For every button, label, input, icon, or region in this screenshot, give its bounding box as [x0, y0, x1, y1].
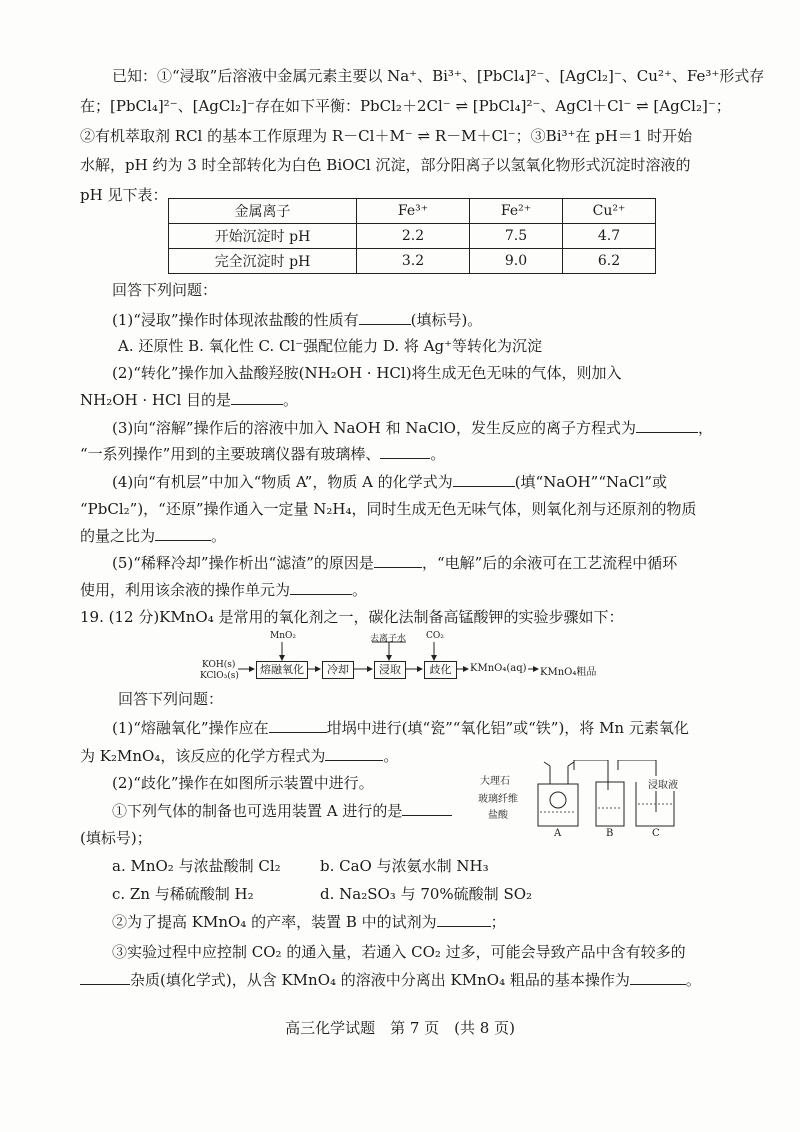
flow-add-water: 去离子水 [370, 634, 407, 644]
flow-step-cooling: 冷却 [322, 661, 354, 679]
table-cell: 7.5 [470, 224, 563, 249]
table-header: 金属离子 [169, 199, 357, 224]
answer-blank[interactable] [453, 472, 515, 487]
table-cell: 2.2 [357, 224, 470, 249]
label-leach-liquid: 浸取液 [648, 776, 678, 791]
label-a: A [554, 828, 562, 839]
answer-prompt-2: 回答下列问题： [118, 690, 224, 708]
q2-end: 。 [283, 391, 299, 409]
s1-text: (1)“熔融氧化”操作应在 [112, 719, 269, 737]
q4c-text: 的量之比为 [80, 527, 156, 545]
flow-product-crude: KMnO₄粗品 [540, 667, 597, 678]
flow-add-co2: CO₂ [426, 631, 444, 641]
q3b-text: “一系列操作”用到的主要玻璃仪器有玻璃棒、 [80, 445, 381, 463]
reactant-kclo3: KClO₃(s) [200, 671, 239, 681]
reactant-koh: KOH(s) [202, 660, 236, 670]
answer-prompt: 回答下列问题： [112, 281, 218, 299]
intro-line-1: 已知：①“浸取”后溶液中金属元素主要以 Na⁺、Bi³⁺、[PbCl₄]²⁻、[AgCl₂]⁻、Cu²⁺、Fe³⁺形式存 [112, 67, 765, 85]
page-footer: 高三化学试题 第 7 页 (共 8 页) [285, 1019, 515, 1037]
table-row [169, 249, 656, 274]
s2-q3-line-2 [80, 970, 701, 990]
intro-line-5: pH 见下表： [80, 186, 168, 204]
q5-text: (5)“稀释冷却”操作析出“滤渣”的原因是 [112, 554, 374, 572]
q4-line-1 [112, 472, 667, 492]
s2-heading: (2)“歧化”操作在如图所示装置中进行。 [112, 774, 374, 792]
answer-blank[interactable] [402, 801, 452, 816]
answer-blank[interactable] [155, 526, 211, 541]
q5-line-2 [80, 580, 367, 600]
table-cell: 6.2 [563, 249, 656, 274]
q3-line-1 [112, 418, 713, 438]
problem-19-intro: 19. (12 分)KMnO₄ 是常用的氧化剂之一，碳化法制备高锰酸钾的实验步骤如下： [80, 608, 624, 626]
q4c-end: 。 [211, 527, 227, 545]
q3b-end: 。 [430, 445, 446, 463]
s2-q2-text: ②为了提高 KMnO₄ 的产率，装置 B 中的试剂为 [112, 913, 437, 931]
q4-line-2: “PbCl₂”)，“还原”操作通入一定量 N₂H₄，同时生成无色无味气体，则氧化剂与还原剂的物质 [80, 500, 697, 518]
flow-add-mno2: MnO₂ [270, 631, 296, 641]
q2-text: NH₂OH · HCl 目的是 [80, 391, 232, 409]
process-flow-diagram [200, 628, 620, 700]
s2-q2 [112, 912, 506, 932]
q1-options: A. 还原性 B. 氧化性 C. Cl⁻强配位能力 D. 将 Ag⁺等转化为沉淀 [118, 337, 543, 355]
s2-q1-text: ①下列气体的制备也可选用装置 A 进行的是 [112, 802, 403, 820]
q4-line-3 [80, 526, 226, 546]
label-marble: 大理石 [480, 776, 510, 787]
q1-text: (1)“浸取”操作时体现浓盐酸的性质有 [112, 311, 359, 329]
intro-line-2: 在；[PbCl₄]²⁻、[AgCl₂]⁻存在如下平衡：PbCl₂＋2Cl⁻ ⇌ [PbCl₄]²⁻、AgCl＋Cl⁻ ⇌ [AgCl₂]⁻； [80, 97, 731, 115]
table-row [169, 199, 656, 224]
answer-blank[interactable] [374, 553, 422, 568]
s1b-end: 。 [383, 747, 399, 765]
s2-q3-line-1: ③实验过程中应控制 CO₂ 的通入量，若通入 CO₂ 过多，可能会导致产品中含有较多的 [112, 943, 686, 961]
label-c: C [652, 828, 660, 839]
q4-text: (4)向“有机层”中加入“物质 A”，物质 A 的化学式为 [112, 473, 453, 491]
intro-line-4: 水解，pH 约为 3 时全部转化为白色 BiOCl 沉淀，部分阳离子以氢氧化物形式沉淀时溶液的 [80, 156, 691, 174]
label-hydrochloric-acid: 盐酸 [488, 810, 508, 821]
answer-blank[interactable] [630, 970, 686, 985]
table-header: Fe³⁺ [357, 199, 470, 224]
s2-q3-text: 杂质(填化学式)，从含 KMnO₄ 的溶液中分离出 KMnO₄ 粗品的基本操作为 [130, 971, 630, 989]
q2-line-2 [80, 390, 298, 410]
answer-blank[interactable] [80, 970, 130, 985]
flow-step-disproportionation: 歧化 [424, 661, 457, 679]
s1b-text: 为 K₂MnO₄，该反应的化学方程式为 [80, 747, 326, 765]
q5b-end: 。 [352, 581, 368, 599]
q3-end: ， [697, 419, 713, 437]
s1-line-2 [80, 746, 398, 766]
s2-option-b: b. CaO 与浓氨水制 NH₃ [320, 857, 489, 875]
s1-line-1 [112, 718, 689, 738]
table-cell: 开始沉淀时 pH [169, 224, 357, 249]
question-1 [112, 310, 482, 330]
answer-blank[interactable] [636, 418, 698, 433]
apparatus-figure [478, 760, 678, 840]
q3-line-2 [80, 444, 445, 464]
s2-q1 [112, 801, 452, 821]
s1-end: 坩埚中进行(填“瓷”“氧化铝”或“铁”)，将 Mn 元素氧化 [326, 719, 689, 737]
q5-end: ，“电解”后的余液可在工艺流程中循环 [421, 554, 678, 572]
table-header: Fe²⁺ [470, 199, 563, 224]
q5-line-1 [112, 553, 677, 573]
q1-end: (填标号)。 [410, 311, 483, 329]
s2-q2-end: ； [490, 913, 506, 931]
q5b-text: 使用，利用该余液的操作单元为 [80, 581, 291, 599]
s2-q3-end: 。 [685, 971, 701, 989]
intro-line-3: ②有机萃取剂 RCl 的基本工作原理为 R－Cl＋M⁻ ⇌ R－M＋Cl⁻；③Bi³⁺在 pH＝1 时开始 [80, 127, 693, 145]
answer-blank[interactable] [359, 310, 411, 325]
table-header: Cu²⁺ [563, 199, 656, 224]
s2-option-d: d. Na₂SO₃ 与 70%硫酸制 SO₂ [320, 885, 533, 903]
answer-blank[interactable] [380, 444, 430, 459]
ph-table [168, 198, 656, 274]
table-cell: 完全沉淀时 pH [169, 249, 357, 274]
flow-step-melt-oxidation: 熔融氧化 [256, 661, 308, 679]
flow-step-leaching: 浸取 [374, 661, 406, 679]
label-glass-fiber: 玻璃纤维 [478, 794, 518, 805]
s2-q1-note: (填标号)； [80, 829, 152, 847]
answer-blank[interactable] [231, 390, 283, 405]
s2-option-c: c. Zn 与稀硫酸制 H₂ [112, 885, 254, 903]
answer-blank[interactable] [269, 718, 327, 733]
table-cell: 3.2 [357, 249, 470, 274]
q2-line-1: (2)“转化”操作加入盐酸羟胺(NH₂OH · HCl)将生成无色无味的气体，则加入 [112, 364, 622, 382]
label-b: B [606, 828, 614, 839]
answer-blank[interactable] [437, 912, 491, 927]
s2-option-a: a. MnO₂ 与浓盐酸制 Cl₂ [112, 857, 281, 875]
table-cell: 4.7 [563, 224, 656, 249]
q3-text: (3)向“溶解”操作后的溶液中加入 NaOH 和 NaClO，发生反应的离子方程式为 [112, 419, 636, 437]
flow-product-aq: KMnO₄(aq) [470, 663, 527, 674]
q4-end: (填“NaOH”“NaCl”或 [514, 473, 668, 491]
answer-blank[interactable] [290, 580, 352, 595]
answer-blank[interactable] [325, 746, 383, 761]
table-row [169, 224, 656, 249]
table-cell: 9.0 [470, 249, 563, 274]
